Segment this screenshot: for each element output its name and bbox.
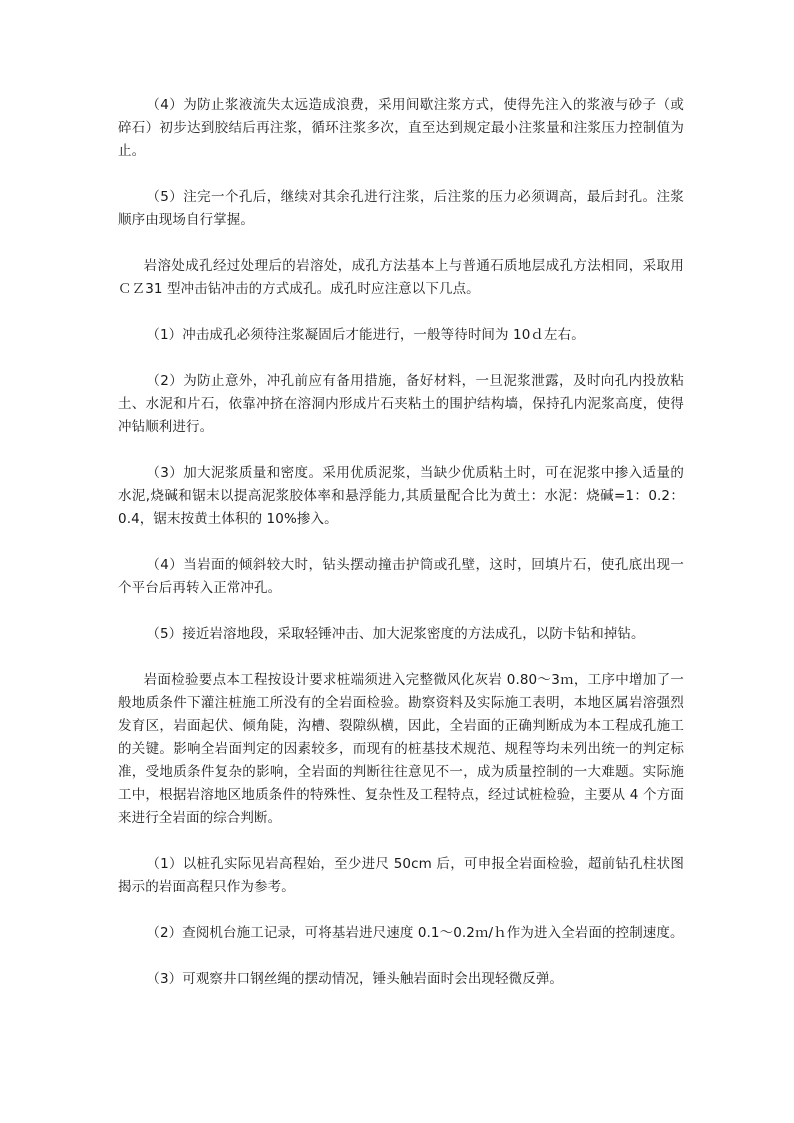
- paragraph-inspection-point-3: （3）可观察井口钢丝绳的摆动情况，锤头触岩面时会出现轻微反弹。: [146, 971, 564, 987]
- paragraph-grouting-step-4: （4）为防止浆液流失太远造成浪费，采用间歇注浆方式，使得先注入的浆液与砂子（或碎石）初步达到胶结后再注浆，循环注浆多次，直至达到规定最小注浆量和注浆压力控制值为止。: [118, 97, 684, 159]
- paragraph-hole-point-3: （3）加大泥浆质量和密度。采用优质泥浆，当缺少优质粘土时，可在泥浆中掺入适量的水泥,烧碱和锯末以提高泥浆胶体率和悬浮能力,其质量配合比为黄土：水泥：烧碱=1：0.2：0.4，锯末按黄土体积的 10%掺入。: [118, 465, 684, 527]
- paragraph-inspection-point-1: （1）以桩孔实际见岩高程始，至少进尺 50cm 后，可申报全岩面检验，超前钻孔柱状图揭示的岩面高程只作为参考。: [118, 856, 684, 895]
- paragraph-hole-point-4: （4）当岩面的倾斜较大时，钻头摆动撞击护筒或孔壁，这时，回填片石，使孔底出现一个平台后再转入正常冲孔。: [118, 557, 684, 596]
- paragraph-karst-hole-forming: 岩溶处成孔经过处理后的岩溶处，成孔方法基本上与普通石质地层成孔方法相同，采取用ＣＺ31 型冲击钻冲击的方式成孔。成孔时应注意以下几点。: [118, 258, 684, 297]
- paragraph-hole-point-2: （2）为防止意外，冲孔前应有备用措施，备好材料，一旦泥浆泄露，及时向孔内投放粘土、水泥和片石，依靠冲挤在溶洞内形成片石夹粘土的围护结构墙，保持孔内泥浆高度，使得冲钻顺利进行。: [118, 373, 684, 435]
- paragraph-grouting-step-5: （5）注完一个孔后，继续对其余孔进行注浆，后注浆的压力必须调高，最后封孔。注浆顺序由现场自行掌握。: [118, 189, 684, 228]
- document-body: [118, 94, 684, 1014]
- paragraph-inspection-point-2: （2）查阅机台施工记录，可将基岩进尺速度 0.1～0.2ｍ/ｈ作为进入全岩面的控制速度。: [146, 925, 684, 941]
- paragraph-hole-point-1: （1）冲击成孔必须待注浆凝固后才能进行，一般等待时间为 10ｄ左右。: [146, 327, 585, 343]
- paragraph-rock-surface-inspection: 岩面检验要点本工程按设计要求桩端须进入完整微风化灰岩 0.80～3ｍ，工序中增加了一般地质条件下灌注桩施工所没有的全岩面检验。勘察资料及实际施工表明，本地区属岩溶强烈发育区，岩面起伏、倾角陡，沟槽、裂隙纵横，因此，全岩面的正确判断成为本工程成孔施工的关键。影响全岩面判定的因素较多，而现有的桩基技术规范、规程等均未列出统一的判定标准，受地质条件复杂的影响，全岩面的判断往往意见不一，成为质量控制的一大难题。实际施工中，根据岩溶地区地质条件的特殊性、复杂性及工程特点，经过试桩检验，主要从 4 个方面来进行全岩面的综合判断。: [118, 672, 684, 826]
- paragraph-hole-point-5: （5）接近岩溶地段，采取轻锤冲击、加大泥浆密度的方法成孔，以防卡钻和掉钻。: [146, 626, 645, 642]
